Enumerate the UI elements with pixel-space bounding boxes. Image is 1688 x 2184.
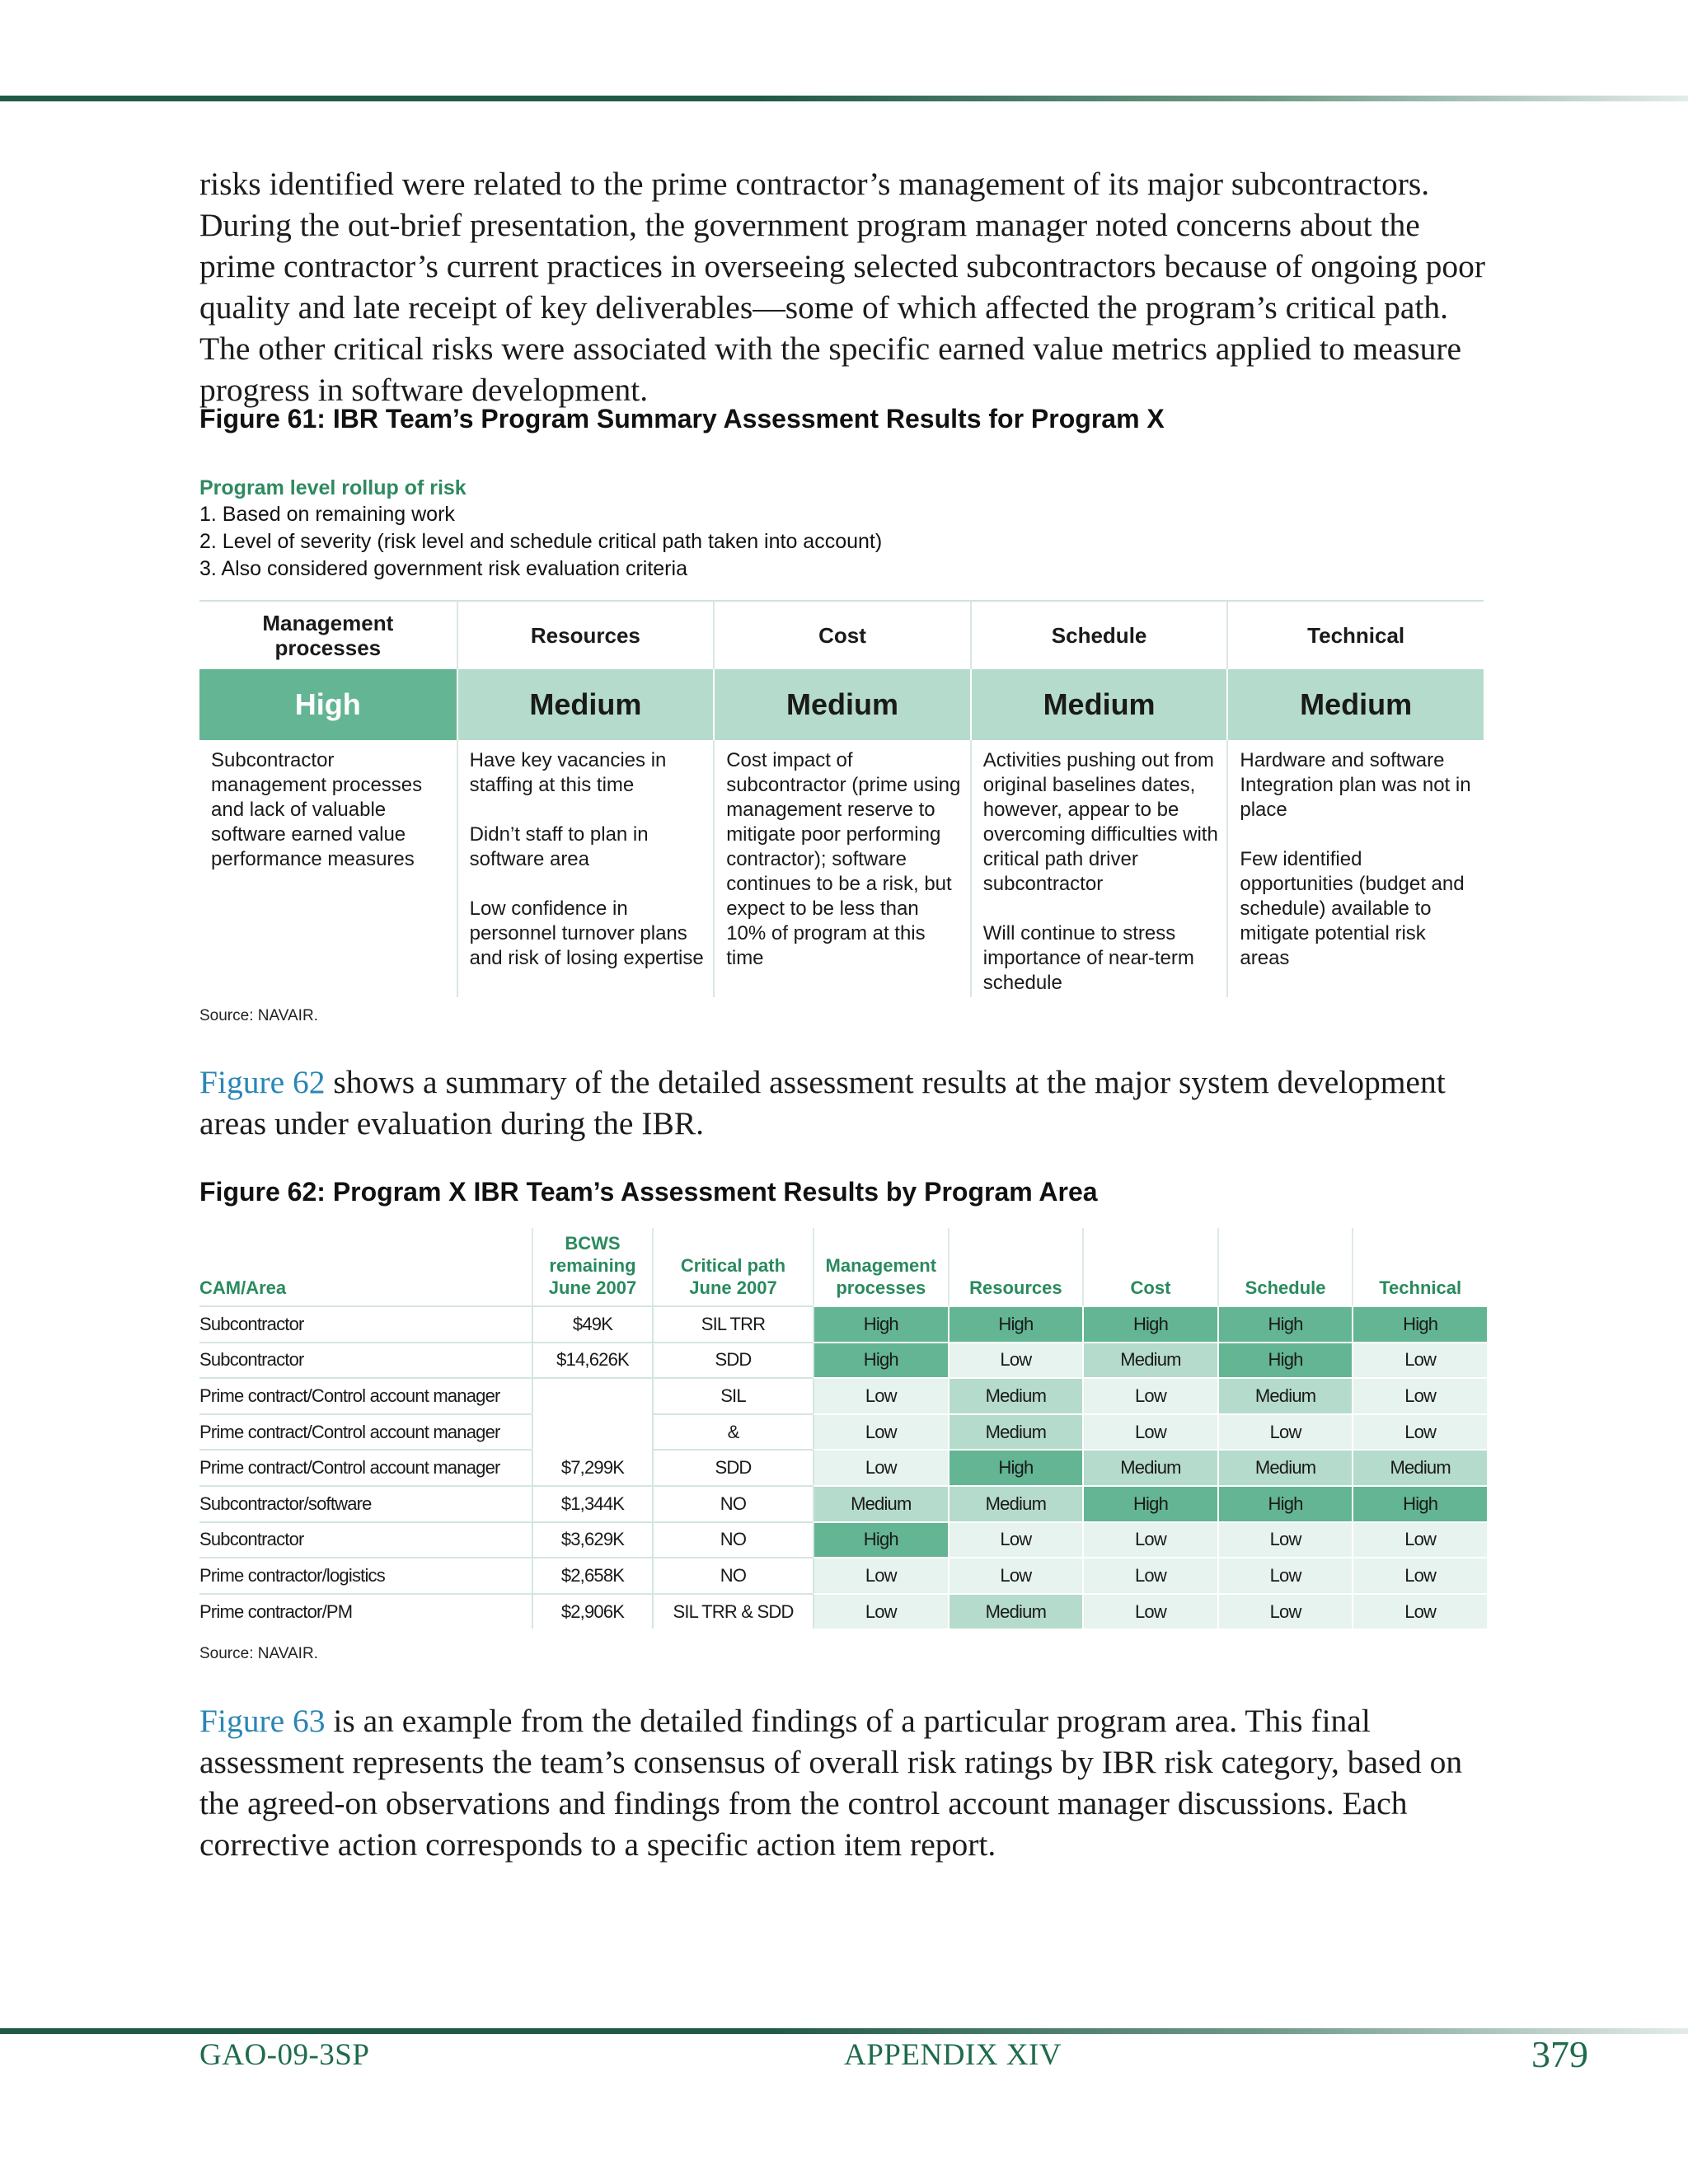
table-row: [199, 1305, 1487, 1342]
risk-level-schedule: Medium: [970, 669, 1227, 740]
cam-area-cell: Subcontractor: [199, 1305, 532, 1342]
page-number: 379: [1531, 2033, 1588, 2075]
figure-62-title: Figure 62: Program X IBR Team’s Assessment Results by Program Area: [199, 1177, 1098, 1207]
critical-path-cell: SIL TRR: [652, 1305, 813, 1342]
rating-cell: High: [813, 1342, 948, 1378]
critical-path-cell: SDD: [652, 1342, 813, 1378]
bcws-cell: $49K: [532, 1305, 652, 1342]
figure-61-table: [199, 600, 1484, 997]
rating-cell: Low: [1352, 1521, 1487, 1558]
rating-cell: High: [948, 1449, 1083, 1485]
description-text: Low confidence in personnel turnover plans and risk of losing expertise: [469, 898, 704, 969]
rating-cell: High: [1352, 1485, 1487, 1521]
rating-cell: Low: [1352, 1342, 1487, 1378]
description-text: Hardware and software Integration plan was not in place: [1240, 749, 1471, 821]
header-cost: Cost: [1082, 1228, 1217, 1305]
rating-cell: Low: [948, 1342, 1083, 1378]
rating-cell: Low: [813, 1413, 948, 1450]
cam-area-cell: Subcontractor/software: [199, 1485, 532, 1521]
rating-cell: Low: [813, 1449, 948, 1485]
rating-cell: Low: [1082, 1521, 1217, 1558]
rating-cell: Medium: [813, 1485, 948, 1521]
rating-cell: Low: [1352, 1413, 1487, 1450]
description-cost: [713, 740, 970, 997]
cam-area-cell: Prime contract/Control account manager: [199, 1413, 532, 1450]
critical-path-cell: SDD: [652, 1449, 813, 1485]
description-resources: [457, 740, 714, 997]
bcws-cell: [532, 1413, 652, 1450]
description-technical: [1226, 740, 1484, 997]
figure-61-source: Source: NAVAIR.: [199, 1007, 318, 1024]
critical-path-cell: NO: [652, 1521, 813, 1558]
rating-cell: Low: [1217, 1557, 1353, 1593]
description-text: Have key vacancies in staffing at this time: [469, 749, 667, 796]
critical-path-cell: SIL TRR & SDD: [652, 1593, 813, 1629]
bottom-rule: [0, 2028, 1688, 2034]
figure-62-header-row: [199, 1228, 1487, 1305]
rating-cell: Medium: [948, 1485, 1083, 1521]
rating-cell: Low: [813, 1557, 948, 1593]
rollup-title: Program level rollup of risk: [199, 476, 467, 499]
table-row: [199, 1413, 1487, 1450]
column-header-cost: Cost: [713, 600, 970, 669]
rating-cell: High: [1082, 1485, 1217, 1521]
rollup-item: 1. Based on remaining work: [199, 503, 455, 526]
rating-cell: Medium: [1082, 1449, 1217, 1485]
figure-62-body: [199, 1305, 1487, 1629]
description-management: [199, 740, 457, 997]
table-row: [199, 1377, 1487, 1413]
table-row: [199, 1593, 1487, 1629]
rating-cell: High: [1217, 1305, 1353, 1342]
rating-cell: Low: [1352, 1593, 1487, 1629]
bcws-cell: $2,906K: [532, 1593, 652, 1629]
description-text: Activities pushing out from original baselines dates, however, appear to be overcoming difficulties with critical path driver subcontractor: [982, 749, 1218, 895]
rating-cell: High: [948, 1305, 1083, 1342]
table-row: [199, 1485, 1487, 1521]
bcws-cell: $2,658K: [532, 1557, 652, 1593]
rating-cell: High: [1352, 1305, 1487, 1342]
rating-cell: Medium: [948, 1593, 1083, 1629]
rating-cell: Low: [948, 1557, 1083, 1593]
column-header-resources: Resources: [457, 600, 714, 669]
figure-63-intro-paragraph: [199, 1700, 1502, 1865]
column-header-technical: Technical: [1226, 600, 1484, 669]
column-header-schedule: Schedule: [970, 600, 1227, 669]
rating-cell: Medium: [948, 1377, 1083, 1413]
risk-level-management: High: [199, 669, 457, 740]
description-text: Subcontractor management processes and lack of valuable software earned value performance measures: [211, 749, 423, 870]
header-schedule: Schedule: [1217, 1228, 1353, 1305]
header-resources: Resources: [948, 1228, 1083, 1305]
rating-cell: Low: [1217, 1413, 1353, 1450]
figure-61-header-row: [199, 600, 1484, 669]
rating-cell: High: [813, 1305, 948, 1342]
table-row: [199, 1557, 1487, 1593]
cam-area-cell: Prime contractor/PM: [199, 1593, 532, 1629]
rating-cell: Low: [1082, 1593, 1217, 1629]
description-text: Cost impact of subcontractor (prime using management reserve to mitigate poor performing contractor); software continues to be a risk, but expect to be less than 10% of program at this time: [726, 749, 961, 969]
footer-report-id: GAO-09-3SP: [199, 2038, 370, 2072]
table-row: [199, 1342, 1487, 1378]
rating-cell: High: [813, 1521, 948, 1558]
rating-cell: High: [1217, 1485, 1353, 1521]
rating-cell: Low: [813, 1377, 948, 1413]
header-management-processes: Management processes: [813, 1228, 948, 1305]
risk-level-resources: Medium: [457, 669, 714, 740]
rating-cell: Low: [948, 1521, 1083, 1558]
rating-cell: Medium: [948, 1413, 1083, 1450]
cam-area-cell: Subcontractor: [199, 1342, 532, 1378]
header-cam-area: CAM/Area: [199, 1277, 287, 1298]
rating-cell: Medium: [1082, 1342, 1217, 1378]
figure-63-link[interactable]: Figure 63: [199, 1703, 326, 1739]
description-text: Didn’t staff to plan in software area: [469, 823, 649, 870]
table-row: [199, 1521, 1487, 1558]
rollup-item: 3. Also considered government risk evaluation criteria: [199, 557, 687, 580]
bcws-cell: $1,344K: [532, 1485, 652, 1521]
header-bcws: BCWS remaining June 2007: [532, 1228, 652, 1305]
cam-area-cell: Prime contract/Control account manager: [199, 1449, 532, 1485]
footer-section: APPENDIX XIV: [844, 2038, 1062, 2072]
critical-path-cell: SIL: [652, 1377, 813, 1413]
bcws-cell: $7,299K: [532, 1449, 652, 1485]
description-text: Will continue to stress importance of near-term schedule: [982, 922, 1194, 994]
rating-cell: High: [1217, 1342, 1353, 1378]
figure-62-intro-text: shows a summary of the detailed assessment results at the major system development areas under evaluation during the IBR.: [199, 1064, 1446, 1141]
rating-cell: Medium: [1217, 1449, 1353, 1485]
critical-path-cell: &: [652, 1413, 813, 1450]
column-header-management: Management processes: [199, 600, 457, 669]
rating-cell: Low: [1352, 1557, 1487, 1593]
critical-path-cell: NO: [652, 1485, 813, 1521]
rating-cell: Low: [1352, 1377, 1487, 1413]
rating-cell: Low: [813, 1593, 948, 1629]
risk-level-technical: Medium: [1226, 669, 1484, 740]
rating-cell: Low: [1082, 1413, 1217, 1450]
bcws-cell: $14,626K: [532, 1342, 652, 1378]
rollup-item: 2. Level of severity (risk level and schedule critical path taken into account): [199, 530, 883, 553]
description-schedule: [970, 740, 1227, 997]
cam-area-cell: Prime contractor/logistics: [199, 1557, 532, 1593]
critical-path-cell: NO: [652, 1557, 813, 1593]
figure-61-level-row: [199, 669, 1484, 740]
rating-cell: High: [1082, 1305, 1217, 1342]
rating-cell: Low: [1082, 1557, 1217, 1593]
figure-61-description-row: [199, 740, 1484, 997]
bcws-cell: [532, 1377, 652, 1413]
figure-62-table: [199, 1228, 1487, 1629]
figure-62-link[interactable]: Figure 62: [199, 1064, 326, 1100]
rating-cell: Low: [1082, 1377, 1217, 1413]
figure-62-intro-paragraph: [199, 1062, 1502, 1144]
figure-63-intro-text: is an example from the detailed findings of a particular program area. This final assessment represents the team’s consensus of overall risk ratings by IBR risk category, based on the agreed-on observations and findings from the control account manager discussions. Each corrective action corresponds to a specific action item report.: [199, 1703, 1463, 1863]
rating-cell: Low: [1217, 1521, 1353, 1558]
header-technical: Technical: [1352, 1228, 1487, 1305]
rating-cell: Medium: [1352, 1449, 1487, 1485]
rating-cell: Low: [1217, 1593, 1353, 1629]
cam-area-cell: Prime contract/Control account manager: [199, 1377, 532, 1413]
figure-61-title: Figure 61: IBR Team’s Program Summary Assessment Results for Program X: [199, 404, 1165, 434]
intro-paragraph: risks identified were related to the prime contractor’s management of its major subcontractors. During the out-brief presentation, the government program manager noted concerns about the prime contractor’s current practices in overseeing selected subcontractors because of ongoing poor quality and late receipt of key deliverables—some of which affected the program’s critical path. The other critical risks were associated with the specific earned value metrics applied to measure progress in software development.: [199, 166, 1486, 408]
header-critical-path: Critical path June 2007: [652, 1228, 813, 1305]
top-rule: [0, 96, 1688, 101]
rollup-block: [199, 475, 1353, 583]
bcws-cell: $3,629K: [532, 1521, 652, 1558]
cam-area-cell: Subcontractor: [199, 1521, 532, 1558]
risk-level-cost: Medium: [713, 669, 970, 740]
rating-cell: Medium: [1217, 1377, 1353, 1413]
table-row: [199, 1449, 1487, 1485]
description-text: Few identified opportunities (budget and schedule) available to mitigate potential risk areas: [1240, 848, 1465, 969]
figure-62-source: Source: NAVAIR.: [199, 1645, 318, 1662]
